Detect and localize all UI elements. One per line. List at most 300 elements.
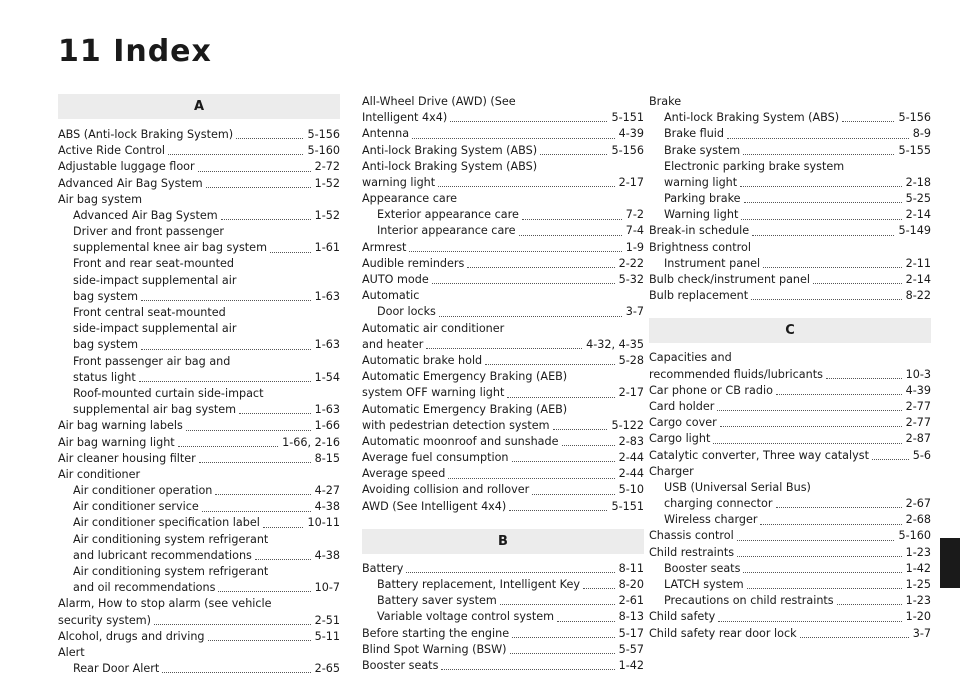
page-reference[interactable]: 4-27 bbox=[314, 484, 340, 498]
dot-leader bbox=[218, 591, 310, 592]
index-term: Anti-lock Braking System (ABS) bbox=[664, 111, 840, 125]
index-entry[interactable] bbox=[362, 110, 644, 126]
dot-leader bbox=[727, 138, 909, 139]
index-term: Active Ride Control bbox=[58, 144, 166, 158]
dot-leader bbox=[763, 267, 901, 268]
index-term: with pedestrian detection system bbox=[362, 418, 550, 432]
dot-leader bbox=[438, 186, 614, 187]
page-reference[interactable]: 1-52 bbox=[314, 208, 340, 222]
dot-leader bbox=[760, 524, 901, 525]
index-term: Automatic bbox=[362, 289, 420, 303]
page-reference[interactable]: 5-151 bbox=[611, 499, 644, 513]
index-entry[interactable] bbox=[58, 613, 340, 629]
index-subentry[interactable] bbox=[649, 110, 931, 126]
index-entry[interactable] bbox=[649, 431, 931, 447]
dot-leader bbox=[450, 121, 607, 122]
dot-leader bbox=[720, 426, 902, 427]
index-subentry[interactable] bbox=[58, 386, 340, 402]
index-term: Catalytic converter, Three way catalyst bbox=[649, 448, 869, 462]
dot-leader bbox=[208, 640, 311, 641]
index-term: Before starting the engine bbox=[362, 626, 510, 640]
index-term: Anti-lock Braking System (ABS) bbox=[362, 159, 538, 173]
index-term: and heater bbox=[362, 337, 424, 351]
index-entry[interactable] bbox=[362, 561, 644, 577]
section-letter-header: C bbox=[649, 318, 931, 343]
dot-leader bbox=[236, 138, 303, 139]
page-reference[interactable]: 7-4 bbox=[625, 224, 644, 238]
page-reference[interactable]: 4-38 bbox=[314, 500, 340, 514]
index-entry[interactable] bbox=[649, 448, 931, 464]
index-subentry[interactable] bbox=[58, 564, 340, 580]
page-reference[interactable]: 1-66 bbox=[314, 419, 340, 433]
index-subentry[interactable] bbox=[649, 191, 931, 207]
index-term: Air conditioner bbox=[58, 467, 141, 481]
index-entry[interactable] bbox=[362, 402, 644, 418]
index-entry[interactable] bbox=[649, 272, 931, 288]
index-term: Audible reminders bbox=[362, 256, 465, 270]
page-reference[interactable]: 2-14 bbox=[905, 273, 931, 287]
dot-leader bbox=[718, 621, 901, 622]
index-entry[interactable] bbox=[362, 353, 644, 369]
index-term: Bulb replacement bbox=[649, 289, 749, 303]
page-reference[interactable]: 2-51 bbox=[314, 613, 340, 627]
page-reference[interactable]: 1-20 bbox=[905, 610, 931, 624]
page-reference[interactable]: 2-77 bbox=[905, 416, 931, 430]
index-subentry[interactable] bbox=[58, 402, 340, 418]
dot-leader bbox=[485, 364, 614, 365]
page-reference[interactable]: 5-149 bbox=[898, 224, 931, 238]
index-entry[interactable] bbox=[58, 176, 340, 192]
dot-leader bbox=[540, 154, 607, 155]
page-reference[interactable]: 2-77 bbox=[905, 399, 931, 413]
dot-leader bbox=[432, 283, 615, 284]
index-term: Alert bbox=[58, 645, 85, 659]
dot-leader bbox=[221, 219, 311, 220]
page-reference[interactable]: 2-17 bbox=[618, 386, 644, 400]
index-subentry[interactable] bbox=[649, 256, 931, 272]
index-term: Battery replacement, Intelligent Key bbox=[377, 578, 580, 592]
dot-leader bbox=[139, 381, 311, 382]
index-subentry[interactable] bbox=[362, 609, 644, 625]
index-column-3 bbox=[649, 94, 931, 642]
dot-leader bbox=[813, 283, 902, 284]
index-term: Air conditioner operation bbox=[73, 484, 213, 498]
dot-leader bbox=[507, 397, 614, 398]
dot-leader bbox=[255, 559, 311, 560]
dot-leader bbox=[186, 430, 311, 431]
index-column-2 bbox=[362, 94, 644, 674]
index-entry[interactable] bbox=[649, 464, 931, 480]
index-subentry[interactable] bbox=[58, 516, 340, 532]
index-entry[interactable] bbox=[362, 658, 644, 674]
index-entry[interactable] bbox=[649, 626, 931, 642]
index-entry[interactable] bbox=[649, 350, 931, 366]
index-entry[interactable] bbox=[362, 483, 644, 499]
index-entry[interactable] bbox=[58, 143, 340, 159]
index-term: Precautions on child restraints bbox=[664, 594, 834, 608]
index-term: Brake fluid bbox=[664, 127, 724, 141]
index-entry[interactable] bbox=[362, 321, 644, 337]
index-term: Booster seats bbox=[362, 658, 439, 672]
page-reference[interactable]: 1-66, 2-16 bbox=[282, 435, 340, 449]
index-entry[interactable] bbox=[649, 383, 931, 399]
index-subentry[interactable] bbox=[649, 577, 931, 593]
index-term: Warning light bbox=[664, 208, 739, 222]
index-term: Charger bbox=[649, 464, 694, 478]
index-entry[interactable] bbox=[649, 94, 931, 110]
index-term: Anti-lock Braking System (ABS) bbox=[362, 143, 538, 157]
index-term: Air bag warning labels bbox=[58, 419, 183, 433]
dot-leader bbox=[512, 637, 614, 638]
page-reference[interactable]: 1-63 bbox=[314, 289, 340, 303]
index-subentry[interactable] bbox=[58, 661, 340, 677]
index-term: Break-in schedule bbox=[649, 224, 750, 238]
index-entry[interactable] bbox=[649, 367, 931, 383]
index-term: Child safety rear door lock bbox=[649, 626, 797, 640]
index-term: USB (Universal Serial Bus) bbox=[664, 480, 811, 494]
dot-leader bbox=[215, 494, 310, 495]
index-subentry[interactable] bbox=[362, 304, 644, 320]
page-reference[interactable]: 5-28 bbox=[618, 353, 644, 367]
dot-leader bbox=[522, 219, 622, 220]
dot-leader bbox=[519, 235, 622, 236]
page-reference[interactable]: 5-155 bbox=[898, 143, 931, 157]
index-term: Appearance care bbox=[362, 192, 457, 206]
dot-leader bbox=[263, 527, 304, 528]
index-subentry[interactable] bbox=[649, 496, 931, 512]
index-entry[interactable] bbox=[58, 192, 340, 208]
dot-leader bbox=[141, 349, 311, 350]
index-term: bag system bbox=[73, 289, 139, 303]
index-term: Capacities and bbox=[649, 351, 732, 365]
page-reference[interactable]: 3-7 bbox=[625, 305, 644, 319]
index-entry[interactable] bbox=[649, 609, 931, 625]
index-subentry[interactable] bbox=[58, 370, 340, 386]
index-entry[interactable] bbox=[362, 337, 644, 353]
index-subentry[interactable] bbox=[649, 512, 931, 528]
page-reference[interactable]: 2-67 bbox=[905, 497, 931, 511]
dot-leader bbox=[553, 429, 608, 430]
dot-leader bbox=[743, 572, 901, 573]
dot-leader bbox=[740, 186, 901, 187]
index-term: Intelligent 4x4) bbox=[362, 111, 448, 125]
dot-leader bbox=[426, 348, 582, 349]
dot-leader bbox=[448, 478, 614, 479]
index-entry[interactable] bbox=[58, 127, 340, 143]
index-subentry[interactable] bbox=[649, 480, 931, 496]
index-term: Air cleaner housing filter bbox=[58, 451, 196, 465]
page-reference[interactable]: 1-9 bbox=[625, 240, 644, 254]
page-reference[interactable]: 5-122 bbox=[611, 418, 644, 432]
index-term: security system) bbox=[58, 613, 152, 627]
index-term: Front passenger air bag and bbox=[73, 354, 231, 368]
index-entry[interactable] bbox=[362, 126, 644, 142]
index-term: Air conditioning system refrigerant bbox=[73, 532, 269, 546]
dot-leader bbox=[752, 235, 894, 236]
index-term: Cargo cover bbox=[649, 416, 717, 430]
page-reference[interactable]: 7-2 bbox=[625, 208, 644, 222]
page-reference[interactable]: 2-83 bbox=[618, 434, 644, 448]
page-reference[interactable]: 1-25 bbox=[905, 578, 931, 592]
index-subentry[interactable] bbox=[649, 143, 931, 159]
page-reference[interactable]: 2-61 bbox=[618, 594, 644, 608]
page-reference[interactable]: 1-54 bbox=[314, 370, 340, 384]
page-reference[interactable]: 4-39 bbox=[905, 383, 931, 397]
index-term: Automatic air conditioner bbox=[362, 321, 505, 335]
index-entry[interactable] bbox=[58, 451, 340, 467]
page-reference[interactable]: 5-160 bbox=[307, 144, 340, 158]
page-reference[interactable]: 1-23 bbox=[905, 594, 931, 608]
dot-leader bbox=[583, 588, 615, 589]
index-entry[interactable] bbox=[362, 450, 644, 466]
page-reference[interactable]: 8-15 bbox=[314, 451, 340, 465]
dot-leader bbox=[510, 653, 615, 654]
page-reference[interactable]: 8-20 bbox=[618, 578, 644, 592]
index-entry[interactable] bbox=[362, 94, 644, 110]
index-term: warning light bbox=[664, 175, 738, 189]
index-term: Roof-mounted curtain side-impact bbox=[73, 386, 264, 400]
dot-leader bbox=[737, 556, 902, 557]
page-reference[interactable]: 5-10 bbox=[618, 483, 644, 497]
dot-leader bbox=[776, 394, 902, 395]
index-subentry[interactable] bbox=[362, 207, 644, 223]
dot-leader bbox=[412, 138, 615, 139]
index-entry[interactable] bbox=[58, 159, 340, 175]
index-subentry[interactable] bbox=[58, 224, 340, 240]
index-entry[interactable] bbox=[362, 143, 644, 159]
dot-leader bbox=[713, 443, 901, 444]
index-subentry[interactable] bbox=[58, 257, 340, 273]
index-term: All-Wheel Drive (AWD) (See bbox=[362, 94, 516, 108]
page-reference[interactable]: 1-42 bbox=[905, 561, 931, 575]
index-entry[interactable] bbox=[362, 418, 644, 434]
page-reference[interactable]: 2-11 bbox=[905, 256, 931, 270]
index-entry[interactable] bbox=[58, 645, 340, 661]
page-reference[interactable]: 5-11 bbox=[314, 629, 340, 643]
page-reference[interactable]: 2-65 bbox=[314, 662, 340, 676]
index-subentry[interactable] bbox=[649, 561, 931, 577]
index-entry[interactable] bbox=[362, 159, 644, 175]
dot-leader bbox=[512, 461, 615, 462]
index-subentry[interactable] bbox=[362, 593, 644, 609]
page-reference[interactable]: 2-87 bbox=[905, 432, 931, 446]
index-entry[interactable] bbox=[362, 499, 644, 515]
dot-leader bbox=[162, 672, 310, 673]
dot-leader bbox=[509, 510, 607, 511]
index-term: AWD (See Intelligent 4x4) bbox=[362, 499, 507, 513]
index-subentry[interactable] bbox=[58, 208, 340, 224]
dot-leader bbox=[532, 494, 614, 495]
dot-leader bbox=[409, 251, 621, 252]
index-subentry[interactable] bbox=[58, 354, 340, 370]
index-subentry[interactable] bbox=[58, 337, 340, 353]
index-subentry[interactable] bbox=[58, 321, 340, 337]
index-subentry[interactable] bbox=[649, 593, 931, 609]
dot-leader bbox=[500, 604, 615, 605]
page-reference[interactable]: 1-63 bbox=[314, 338, 340, 352]
index-entry[interactable] bbox=[362, 466, 644, 482]
page-reference[interactable]: 1-23 bbox=[905, 545, 931, 559]
page-reference[interactable]: 5-156 bbox=[898, 111, 931, 125]
index-entry[interactable] bbox=[649, 224, 931, 240]
index-entry[interactable] bbox=[362, 175, 644, 191]
index-subentry[interactable] bbox=[362, 224, 644, 240]
page-reference[interactable]: 8-22 bbox=[905, 289, 931, 303]
index-entry[interactable] bbox=[362, 272, 644, 288]
index-subentry[interactable] bbox=[58, 273, 340, 289]
index-term: Electronic parking brake system bbox=[664, 159, 845, 173]
index-subentry[interactable] bbox=[58, 240, 340, 256]
page-reference[interactable]: 4-32, 4-35 bbox=[586, 337, 644, 351]
index-subentry[interactable] bbox=[58, 548, 340, 564]
index-term: Booster seats bbox=[664, 561, 741, 575]
dot-leader bbox=[441, 669, 614, 670]
index-term: Armrest bbox=[362, 240, 407, 254]
dot-leader bbox=[562, 445, 615, 446]
page-reference[interactable]: 5-156 bbox=[307, 127, 340, 141]
page-reference[interactable]: 10-11 bbox=[307, 516, 340, 530]
index-entry[interactable] bbox=[649, 399, 931, 415]
page-reference[interactable]: 5-6 bbox=[912, 448, 931, 462]
index-subentry[interactable] bbox=[362, 577, 644, 593]
dot-leader bbox=[741, 219, 901, 220]
dot-leader bbox=[154, 624, 311, 625]
dot-leader bbox=[837, 604, 902, 605]
index-subentry[interactable] bbox=[58, 532, 340, 548]
dot-leader bbox=[717, 410, 901, 411]
page-reference[interactable]: 2-44 bbox=[618, 467, 644, 481]
dot-leader bbox=[842, 121, 894, 122]
index-term: Brake system bbox=[664, 143, 741, 157]
section-letter-header: B bbox=[362, 529, 644, 554]
index-entry[interactable] bbox=[58, 418, 340, 434]
index-term: Air conditioning system refrigerant bbox=[73, 565, 269, 579]
index-entry[interactable] bbox=[649, 529, 931, 545]
page-reference[interactable]: 2-22 bbox=[618, 256, 644, 270]
page-reference[interactable]: 4-38 bbox=[314, 548, 340, 562]
page-reference[interactable]: 5-57 bbox=[618, 642, 644, 656]
index-term: warning light bbox=[362, 175, 436, 189]
page-reference[interactable]: 1-63 bbox=[314, 403, 340, 417]
page-reference[interactable]: 1-42 bbox=[618, 658, 644, 672]
index-subentry[interactable] bbox=[649, 207, 931, 223]
page-reference[interactable]: 3-7 bbox=[912, 626, 931, 640]
dot-leader bbox=[178, 446, 278, 447]
index-entry[interactable] bbox=[58, 629, 340, 645]
index-subentry[interactable] bbox=[58, 499, 340, 515]
dot-leader bbox=[826, 378, 902, 379]
index-term: LATCH system bbox=[664, 578, 744, 592]
index-entry[interactable] bbox=[58, 596, 340, 612]
index-term: Automatic brake hold bbox=[362, 353, 483, 367]
page-reference[interactable]: 1-61 bbox=[314, 241, 340, 255]
dot-leader bbox=[168, 154, 303, 155]
index-term: Alarm, How to stop alarm (see vehicle bbox=[58, 597, 272, 611]
dot-leader bbox=[141, 300, 311, 301]
dot-leader bbox=[776, 507, 902, 508]
index-subentry[interactable] bbox=[649, 175, 931, 191]
page-reference[interactable]: 1-52 bbox=[314, 176, 340, 190]
index-entry[interactable] bbox=[362, 256, 644, 272]
index-entry[interactable] bbox=[649, 415, 931, 431]
page-reference[interactable]: 8-9 bbox=[912, 127, 931, 141]
index-term: Battery bbox=[362, 561, 404, 575]
index-term: Card holder bbox=[649, 399, 715, 413]
dot-leader bbox=[270, 252, 311, 253]
page-reference[interactable]: 8-11 bbox=[618, 561, 644, 575]
page-reference[interactable]: 5-160 bbox=[898, 529, 931, 543]
dot-leader bbox=[557, 621, 615, 622]
dot-leader bbox=[467, 267, 614, 268]
page-reference[interactable]: 2-44 bbox=[618, 451, 644, 465]
dot-leader bbox=[747, 588, 902, 589]
index-term: Alcohol, drugs and driving bbox=[58, 629, 205, 643]
index-term: Variable voltage control system bbox=[377, 610, 554, 624]
page-reference[interactable]: 2-68 bbox=[905, 513, 931, 527]
page-reference[interactable]: 5-151 bbox=[611, 111, 644, 125]
page-reference[interactable]: 5-32 bbox=[618, 273, 644, 287]
index-term: and oil recommendations bbox=[73, 581, 216, 595]
index-subentry[interactable] bbox=[58, 289, 340, 305]
index-subentry[interactable] bbox=[58, 580, 340, 596]
index-entry[interactable] bbox=[649, 288, 931, 304]
index-term: charging connector bbox=[664, 497, 773, 511]
dot-leader bbox=[202, 511, 311, 512]
index-entry[interactable] bbox=[362, 626, 644, 642]
index-entry[interactable] bbox=[649, 240, 931, 256]
index-subentry[interactable] bbox=[649, 159, 931, 175]
index-entry[interactable] bbox=[362, 385, 644, 401]
index-term: Driver and front passenger bbox=[73, 225, 224, 239]
index-entry[interactable] bbox=[362, 240, 644, 256]
index-term: Child restraints bbox=[649, 545, 735, 559]
index-term: side-impact supplemental air bbox=[73, 273, 237, 287]
page-reference[interactable]: 2-72 bbox=[314, 160, 340, 174]
index-entry[interactable] bbox=[58, 435, 340, 451]
page-reference[interactable]: 5-156 bbox=[611, 143, 644, 157]
page-reference[interactable]: 2-17 bbox=[618, 175, 644, 189]
page-reference[interactable]: 5-17 bbox=[618, 626, 644, 640]
page-reference[interactable]: 4-39 bbox=[618, 127, 644, 141]
dot-leader bbox=[199, 462, 311, 463]
index-entry[interactable] bbox=[362, 642, 644, 658]
index-entry[interactable] bbox=[649, 545, 931, 561]
page-reference[interactable]: 10-7 bbox=[314, 581, 340, 595]
index-term: Instrument panel bbox=[664, 256, 761, 270]
index-entry[interactable] bbox=[362, 434, 644, 450]
index-subentry[interactable] bbox=[649, 126, 931, 142]
index-subentry[interactable] bbox=[58, 305, 340, 321]
index-subentry[interactable] bbox=[58, 483, 340, 499]
dot-leader bbox=[198, 171, 311, 172]
index-term: Air bag warning light bbox=[58, 435, 175, 449]
dot-leader bbox=[439, 316, 622, 317]
index-entry[interactable] bbox=[362, 369, 644, 385]
index-term: supplemental knee air bag system bbox=[73, 241, 267, 255]
index-term: Front central seat-mounted bbox=[73, 306, 226, 320]
page-reference[interactable]: 2-14 bbox=[905, 208, 931, 222]
page-reference[interactable]: 10-3 bbox=[905, 367, 931, 381]
index-term: side-impact supplemental air bbox=[73, 322, 237, 336]
page-reference[interactable]: 5-25 bbox=[905, 192, 931, 206]
index-entry[interactable] bbox=[362, 288, 644, 304]
index-entry[interactable] bbox=[58, 467, 340, 483]
page-reference[interactable]: 8-13 bbox=[618, 610, 644, 624]
index-term: Exterior appearance care bbox=[377, 208, 519, 222]
page-reference[interactable]: 2-18 bbox=[905, 175, 931, 189]
index-term: ABS (Anti-lock Braking System) bbox=[58, 127, 234, 141]
index-entry[interactable] bbox=[362, 191, 644, 207]
